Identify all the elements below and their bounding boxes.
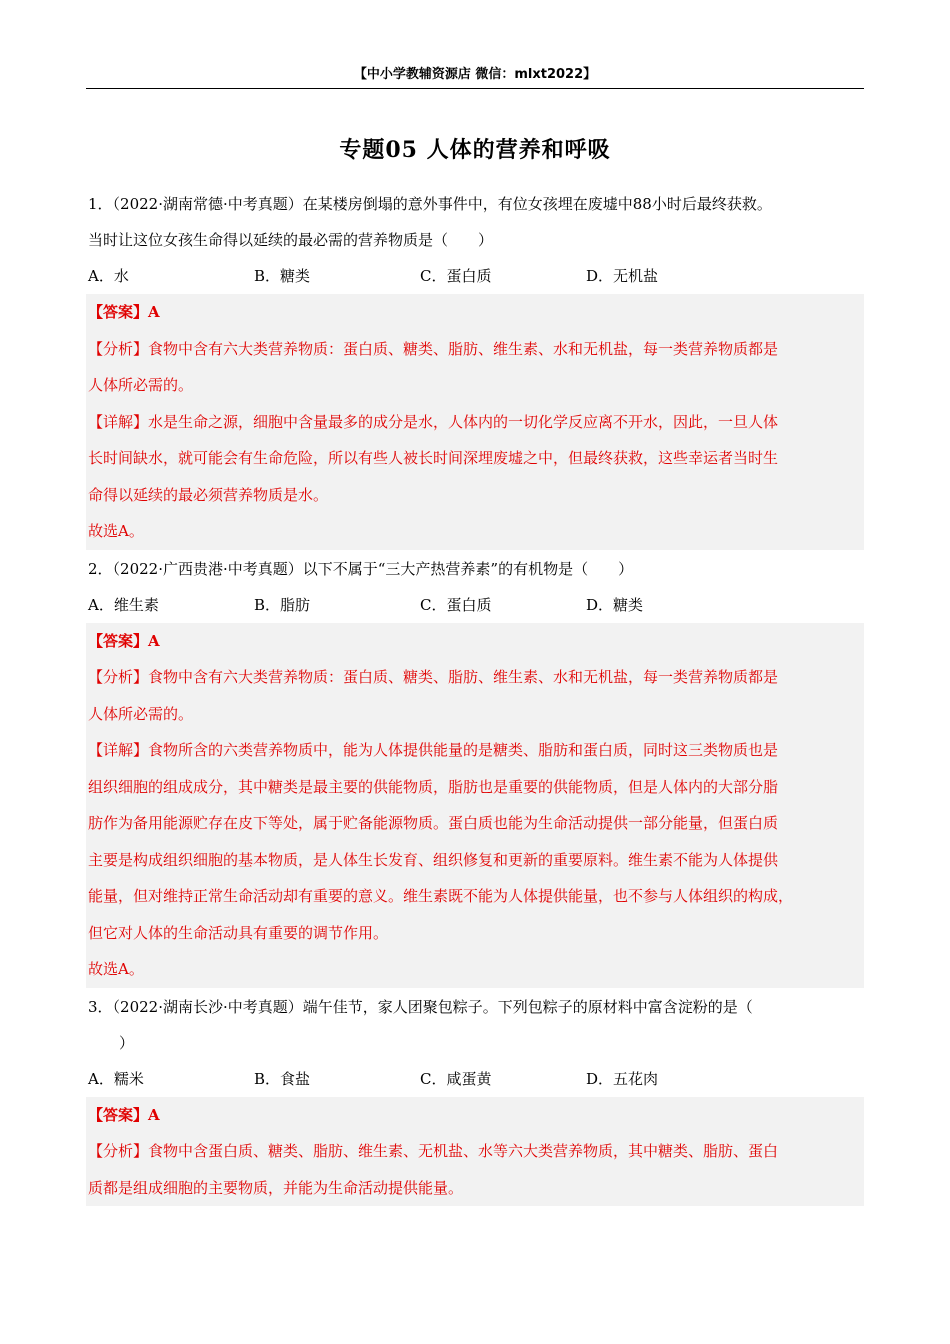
analysis-line: 【分析】食物中含有六大类营养物质：蛋白质、糖类、脂肪、维生素、水和无机盐，每一类营养物质都是 (88, 668, 779, 686)
answer-block (86, 1097, 864, 1207)
option-c: C．蛋白质 (420, 267, 492, 285)
option-b: B．脂肪 (254, 595, 311, 614)
explanation-line: 长时间缺水，就可能会有生命危险，所以有些人被长时间深埋废墟之中，但最终获救，这些幸运者当时生 (88, 449, 779, 467)
options-row (86, 1061, 864, 1097)
analysis-line: 人体所必需的。 (88, 376, 194, 394)
option-d: D．五花肉 (586, 1069, 659, 1088)
question-1 (86, 186, 864, 550)
answer-line: 【答案】A (88, 631, 160, 650)
option-b: B．食盐 (254, 1069, 311, 1088)
question-text: 3．（2022·湖南长沙·中考真题）端午佳节，家人团聚包粽子。下列包粽子的原材料中富含淀粉的是（ (88, 997, 753, 1016)
question-text: ） (104, 1033, 135, 1052)
analysis-line: 人体所必需的。 (88, 704, 194, 723)
conclusion-line: 故选A。 (88, 960, 144, 978)
explanation-line: 【详解】食物所含的六类营养物质中，能为人体提供能量的是糖类、脂肪和蛋白质，同时这三类物质也是 (88, 741, 779, 759)
conclusion-line: 故选A。 (88, 522, 144, 540)
answer-line: 【答案】A (88, 1105, 160, 1124)
option-d: D．糖类 (586, 595, 644, 614)
option-c: C．咸蛋黄 (420, 1069, 492, 1088)
explanation-line: 但它对人体的生命活动具有重要的调节作用。 (88, 923, 389, 942)
explanation-line: 组织细胞的组成成分，其中糖类是最主要的供能物质，脂肪也是重要的供能物质，但是人体内的大部分脂 (88, 777, 779, 796)
analysis-line: 质都是组成细胞的主要物质，并能为生命活动提供能量。 (88, 1178, 464, 1197)
answer-line: 【答案】A (88, 303, 160, 321)
explanation-line: 命得以延续的最必须营养物质是水。 (88, 485, 329, 504)
explanation-line: 主要是构成组织细胞的基本物质，是人体生长发育、组织修复和更新的重要原料。维生素不能为人体提供 (88, 850, 779, 869)
question-text: 当时让这位女孩生命得以延续的最必需的营养物质是（ ） (88, 231, 494, 249)
content (86, 186, 864, 1207)
option-d: D．无机盐 (586, 267, 659, 285)
explanation-line: 【详解】水是生命之源，细胞中含量最多的成分是水，人体内的一切化学反应离不开水，因此，一旦人体 (88, 412, 779, 431)
option-b: B．糖类 (254, 267, 311, 285)
option-c: C．蛋白质 (420, 595, 492, 614)
page-header: 【中小学教辅资源店 微信：mlxt2022】 (86, 62, 864, 89)
options-row (86, 258, 864, 294)
question-text: 1．（2022·湖南常德·中考真题）在某楼房倒塌的意外事件中，有位女孩埋在废墟中88小时后最终获救。 (88, 195, 772, 213)
options-row (86, 587, 864, 623)
question-2 (86, 551, 864, 988)
analysis-line: 【分析】食物中含蛋白质、糖类、脂肪、维生素、无机盐、水等六大类营养物质，其中糖类、脂肪、蛋白 (88, 1142, 779, 1160)
question-3 (86, 989, 864, 1207)
page-title: 专题05 人体的营养和呼吸 (339, 137, 611, 163)
analysis-line: 【分析】食物中含有六大类营养物质：蛋白质、糖类、脂肪、维生素、水和无机盐，每一类营养物质都是 (88, 339, 779, 358)
option-a: A．水 (88, 267, 129, 285)
explanation-line: 能量，但对维持正常生命活动却有重要的意义。维生素既不能为人体提供能量，也不参与人体组织的构成， (88, 887, 794, 905)
option-a: A．维生素 (88, 595, 159, 614)
option-a: A．糯米 (88, 1069, 144, 1088)
answer-block (86, 623, 864, 988)
question-text: 2．（2022·广西贵港·中考真题）以下不属于“三大产热营养素”的有机物是（ ） (88, 559, 634, 578)
answer-block (86, 294, 864, 550)
explanation-line: 肪作为备用能源贮存在皮下等处，属于贮备能源物质。蛋白质也能为生命活动提供一部分能量，但蛋白质 (88, 814, 779, 832)
